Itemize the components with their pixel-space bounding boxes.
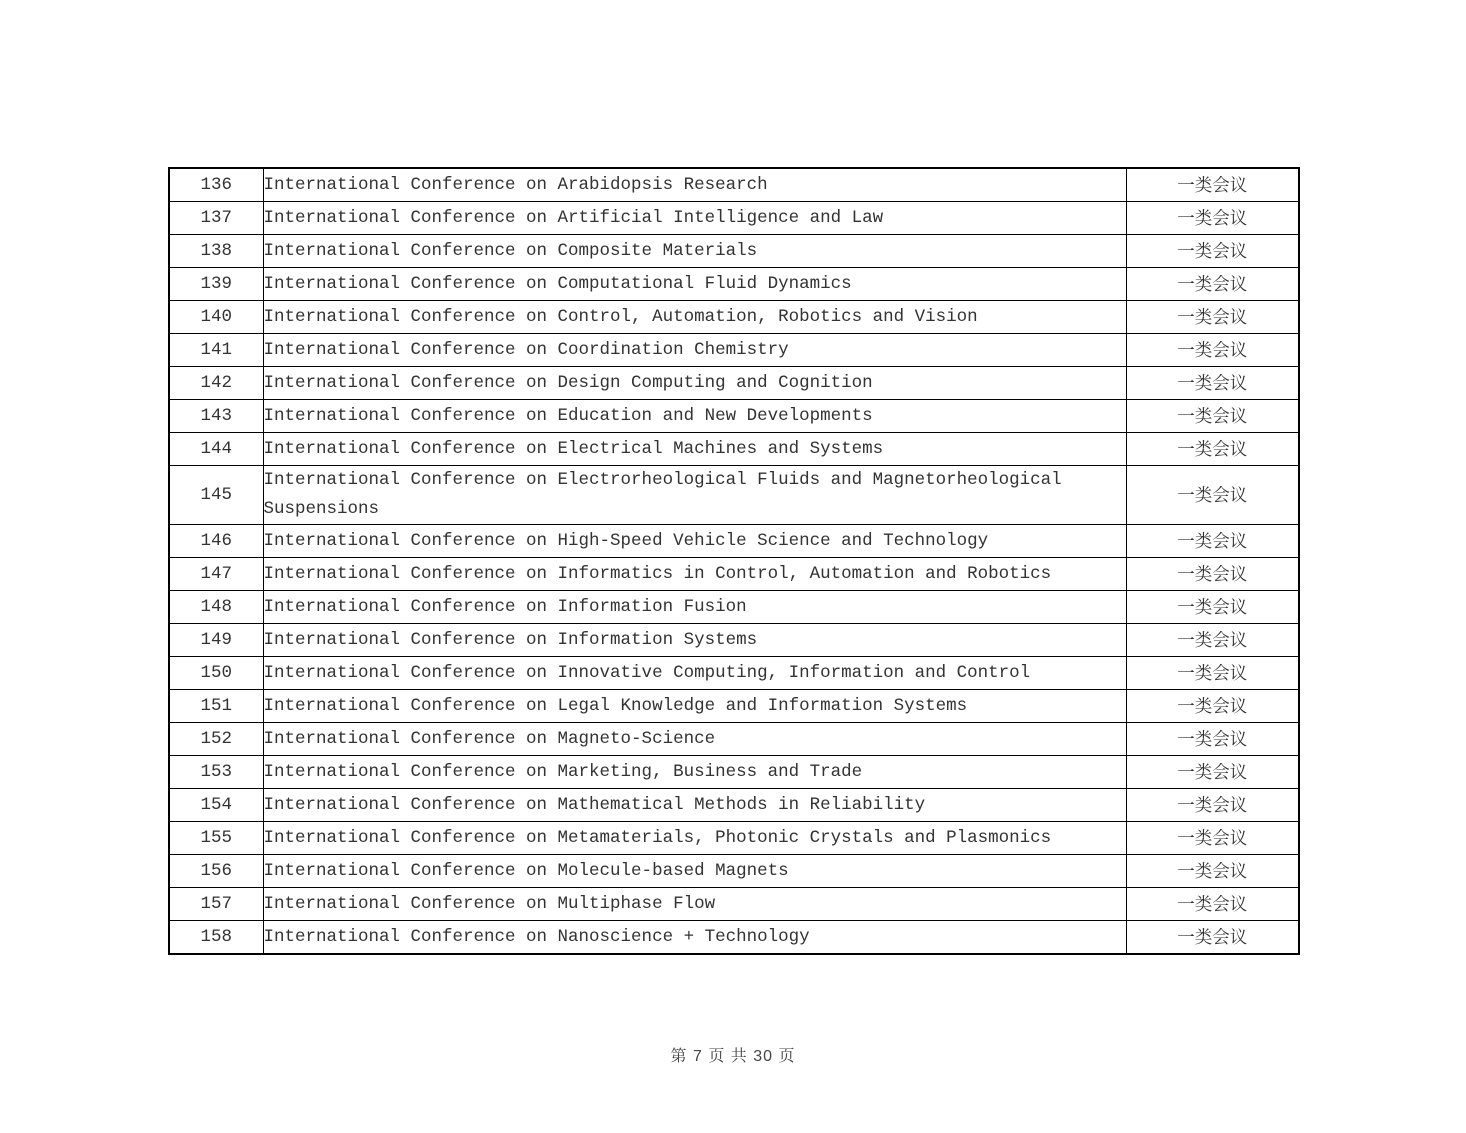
conference-name: International Conference on Electrical Machines and Systems: [263, 433, 1126, 466]
page-number-footer: 第 7 页 共 30 页: [670, 1048, 796, 1065]
conference-table-body: [169, 168, 1299, 954]
table-row: [169, 334, 1299, 367]
conference-name: International Conference on Computational Fluid Dynamics: [263, 268, 1126, 301]
row-number: 153: [169, 756, 263, 789]
table-row: [169, 921, 1299, 955]
category-label: 一类会议: [1126, 367, 1299, 400]
row-number: 152: [169, 723, 263, 756]
conference-name: International Conference on Molecule-based Magnets: [263, 855, 1126, 888]
conference-name: International Conference on Multiphase Flow: [263, 888, 1126, 921]
table-row: [169, 400, 1299, 433]
row-number: 148: [169, 591, 263, 624]
row-number: 141: [169, 334, 263, 367]
conference-name: International Conference on Information Systems: [263, 624, 1126, 657]
table-row: [169, 235, 1299, 268]
row-number: 150: [169, 657, 263, 690]
table-row: [169, 888, 1299, 921]
row-number: 147: [169, 558, 263, 591]
row-number: 143: [169, 400, 263, 433]
conference-name: International Conference on Design Computing and Cognition: [263, 367, 1126, 400]
table-row: [169, 168, 1299, 202]
category-label: 一类会议: [1126, 268, 1299, 301]
conference-name: International Conference on Magneto-Science: [263, 723, 1126, 756]
row-number: 138: [169, 235, 263, 268]
row-number: 151: [169, 690, 263, 723]
category-label: 一类会议: [1126, 921, 1299, 955]
conference-name: International Conference on Legal Knowledge and Information Systems: [263, 690, 1126, 723]
table-row: [169, 466, 1299, 525]
category-label: 一类会议: [1126, 690, 1299, 723]
conference-name: International Conference on Composite Materials: [263, 235, 1126, 268]
category-label: 一类会议: [1126, 591, 1299, 624]
conference-name: International Conference on Mathematical Methods in Reliability: [263, 789, 1126, 822]
category-label: 一类会议: [1126, 657, 1299, 690]
conference-name: International Conference on Control, Automation, Robotics and Vision: [263, 301, 1126, 334]
row-number: 149: [169, 624, 263, 657]
row-number: 144: [169, 433, 263, 466]
table-row: [169, 756, 1299, 789]
table-row: [169, 433, 1299, 466]
conference-name: International Conference on Electrorheological Fluids and Magnetorheological Suspensions: [263, 466, 1126, 525]
row-number: 155: [169, 822, 263, 855]
conference-name: International Conference on Metamaterials, Photonic Crystals and Plasmonics: [263, 822, 1126, 855]
category-label: 一类会议: [1126, 756, 1299, 789]
category-label: 一类会议: [1126, 168, 1299, 202]
row-number: 139: [169, 268, 263, 301]
category-label: 一类会议: [1126, 558, 1299, 591]
row-number: 136: [169, 168, 263, 202]
conference-name: International Conference on High-Speed Vehicle Science and Technology: [263, 525, 1126, 558]
table-row: [169, 723, 1299, 756]
row-number: 137: [169, 202, 263, 235]
category-label: 一类会议: [1126, 624, 1299, 657]
table-row: [169, 789, 1299, 822]
table-row: [169, 268, 1299, 301]
conference-name: International Conference on Innovative Computing, Information and Control: [263, 657, 1126, 690]
table-row: [169, 657, 1299, 690]
category-label: 一类会议: [1126, 525, 1299, 558]
category-label: 一类会议: [1126, 433, 1299, 466]
conference-name: International Conference on Nanoscience + Technology: [263, 921, 1126, 955]
table-row: [169, 690, 1299, 723]
category-label: 一类会议: [1126, 723, 1299, 756]
category-label: 一类会议: [1126, 822, 1299, 855]
row-number: 140: [169, 301, 263, 334]
table-row: [169, 822, 1299, 855]
conference-name: International Conference on Informatics in Control, Automation and Robotics: [263, 558, 1126, 591]
category-label: 一类会议: [1126, 789, 1299, 822]
category-label: 一类会议: [1126, 888, 1299, 921]
row-number: 156: [169, 855, 263, 888]
conference-name: International Conference on Coordination Chemistry: [263, 334, 1126, 367]
category-label: 一类会议: [1126, 466, 1299, 525]
conference-name: International Conference on Education and New Developments: [263, 400, 1126, 433]
conference-name: International Conference on Arabidopsis Research: [263, 168, 1126, 202]
category-label: 一类会议: [1126, 202, 1299, 235]
conference-name: International Conference on Artificial Intelligence and Law: [263, 202, 1126, 235]
conference-name: International Conference on Marketing, Business and Trade: [263, 756, 1126, 789]
category-label: 一类会议: [1126, 855, 1299, 888]
table-row: [169, 591, 1299, 624]
row-number: 145: [169, 466, 263, 525]
row-number: 158: [169, 921, 263, 955]
row-number: 154: [169, 789, 263, 822]
table-row: [169, 367, 1299, 400]
row-number: 142: [169, 367, 263, 400]
row-number: 157: [169, 888, 263, 921]
table-row: [169, 855, 1299, 888]
category-label: 一类会议: [1126, 235, 1299, 268]
table-row: [169, 202, 1299, 235]
category-label: 一类会议: [1126, 400, 1299, 433]
table-row: [169, 558, 1299, 591]
conference-table: [168, 167, 1300, 955]
row-number: 146: [169, 525, 263, 558]
table-row: [169, 624, 1299, 657]
table-row: [169, 525, 1299, 558]
category-label: 一类会议: [1126, 334, 1299, 367]
conference-name: International Conference on Information Fusion: [263, 591, 1126, 624]
table-row: [169, 301, 1299, 334]
category-label: 一类会议: [1126, 301, 1299, 334]
